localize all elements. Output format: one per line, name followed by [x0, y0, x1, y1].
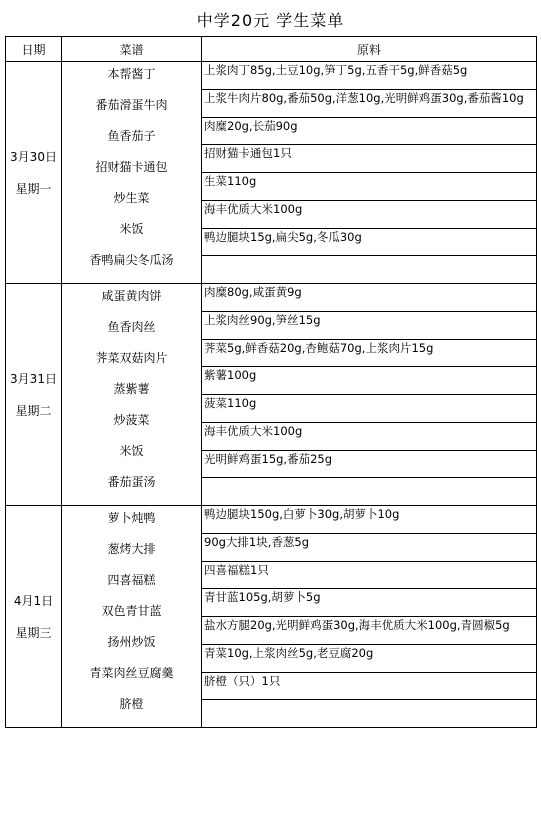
weekday-label: 星期二 — [15, 403, 52, 418]
ingredient-cell: 上浆肉丁85g,土豆10g,笋丁5g,五香干5g,鲜香菇5g — [202, 62, 537, 90]
table-row — [6, 62, 537, 90]
ingredient-cell: 脐橙（只）1只 — [202, 672, 537, 700]
ingredient-cell: 鸭边腿块150g,白萝卜30g,胡萝卜10g — [202, 506, 537, 534]
date-cell — [6, 284, 62, 506]
ingredient-cell: 盐水方腿20g,光明鲜鸡蛋30g,海丰优质大米100g,青圆椒5g — [202, 617, 537, 645]
page-title: 中学20元 学生菜单 — [196, 11, 345, 30]
dish-cell — [62, 284, 202, 506]
dish-item: 本帮酱丁 — [107, 67, 156, 81]
ingredient-cell: 90g大排1块,香葱5g — [202, 533, 537, 561]
dish-item: 萝卜炖鸭 — [107, 511, 156, 525]
table-row — [6, 506, 537, 534]
dish-item: 鱼香肉丝 — [107, 320, 156, 334]
dish-item: 扬州炒饭 — [107, 635, 156, 649]
ingredient-cell: 招财猫卡通包1只 — [202, 145, 537, 173]
dish-item: 荠菜双菇肉片 — [95, 351, 168, 365]
dish-item: 番茄滑蛋牛肉 — [95, 98, 168, 112]
ingredient-cell: 上浆牛肉片80g,番茄50g,洋葱10g,光明鲜鸡蛋30g,番茄酱10g — [202, 89, 537, 117]
dish-item: 双色青甘蓝 — [101, 604, 162, 618]
dish-item: 番茄蛋汤 — [107, 475, 156, 489]
ingredient-cell: 肉糜20g,长茄90g — [202, 117, 537, 145]
header-dish: 菜谱 — [62, 37, 202, 62]
ingredient-cell: 青甘蓝105g,胡萝卜5g — [202, 589, 537, 617]
dish-item: 四喜福糕 — [107, 573, 156, 587]
dish-item: 米饭 — [119, 222, 144, 236]
dish-item: 鱼香茄子 — [107, 129, 156, 143]
dish-item: 青菜肉丝豆腐羹 — [89, 666, 174, 680]
ingredient-cell: 肉糜80g,咸蛋黄9g — [202, 284, 537, 312]
weekday-label: 星期一 — [15, 181, 52, 196]
weekday-label: 星期三 — [15, 625, 52, 640]
ingredient-cell — [202, 700, 537, 728]
ingredient-cell: 鸭边腿块15g,扁尖5g,冬瓜30g — [202, 228, 537, 256]
date-cell — [6, 506, 62, 728]
dish-item: 蒸紫薯 — [113, 382, 150, 396]
ingredient-cell: 海丰优质大米100g — [202, 200, 537, 228]
dish-item: 脐橙 — [119, 697, 144, 711]
date-label: 3月31日 — [10, 371, 57, 386]
ingredient-cell: 生菜110g — [202, 173, 537, 201]
dish-item: 咸蛋黄肉饼 — [101, 289, 162, 303]
ingredient-cell: 青菜10g,上浆肉丝5g,老豆腐20g — [202, 644, 537, 672]
ingredient-cell: 菠菜110g — [202, 395, 537, 423]
ingredient-cell: 海丰优质大米100g — [202, 422, 537, 450]
header-date: 日期 — [6, 37, 62, 62]
date-cell — [6, 62, 62, 284]
dish-item: 炒生菜 — [113, 191, 150, 205]
dish-item: 香鸭扁尖冬瓜汤 — [89, 253, 174, 267]
dish-item: 米饭 — [119, 444, 144, 458]
dish-item: 炒菠菜 — [113, 413, 150, 427]
ingredient-cell — [202, 256, 537, 284]
dish-item: 招财猫卡通包 — [95, 160, 168, 174]
date-label: 3月30日 — [10, 149, 57, 164]
ingredient-cell: 荠菜5g,鲜香菇20g,杏鲍菇70g,上浆肉片15g — [202, 339, 537, 367]
header-row — [6, 37, 537, 62]
ingredient-cell: 四喜福糕1只 — [202, 561, 537, 589]
dish-item: 葱烤大排 — [107, 542, 156, 556]
table-row — [6, 284, 537, 312]
ingredient-cell: 上浆肉丝90g,笋丝15g — [202, 311, 537, 339]
dish-cell — [62, 506, 202, 728]
ingredient-cell — [202, 478, 537, 506]
ingredient-cell: 紫薯100g — [202, 367, 537, 395]
ingredient-cell: 光明鲜鸡蛋15g,番茄25g — [202, 450, 537, 478]
dish-cell — [62, 62, 202, 284]
menu-table — [5, 36, 537, 728]
header-ingredients: 原料 — [202, 37, 537, 62]
date-label: 4月1日 — [13, 593, 54, 608]
